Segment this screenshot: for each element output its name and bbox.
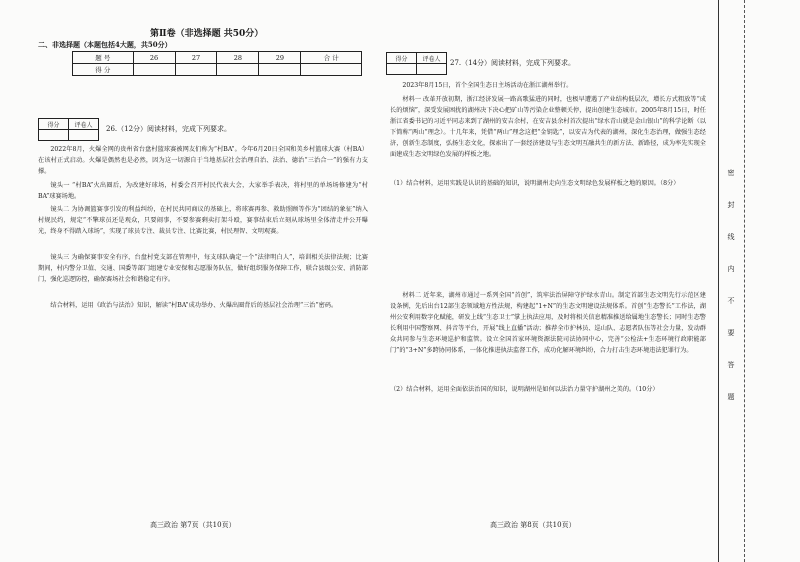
q26-prompt: 结合材料，运用《政治与法治》知识，解读“村BA”成功举办、火爆出圈背后的基层社会治理“三治”密码。 bbox=[50, 302, 338, 309]
grader-score-cell[interactable] bbox=[387, 64, 417, 75]
grader-box bbox=[386, 52, 447, 75]
answer-area-26[interactable] bbox=[38, 328, 350, 508]
q27-intro: 2023年8月15日，首个全国生态日主场活动在浙江湖州举行。 bbox=[402, 82, 573, 89]
grader-name-cell[interactable] bbox=[69, 130, 99, 141]
page-footer: 高三政治 第7页（共10页） bbox=[150, 521, 236, 529]
grader-score-label: 得分 bbox=[387, 53, 417, 64]
q26-paragraph: 2022年8月，火爆全网的贵州省台盘村篮球赛被网友们称为“村BA”。今年6月20日全国和美乡村篮球大赛（村BA）在该村正式启动。火爆是偶然也是必然，因为这一切源自于当地基层社会治理自治、法治、德治“三治合一”的强有力支撑。 bbox=[38, 146, 368, 175]
grader-name-label: 评卷人 bbox=[417, 53, 447, 64]
score-header-cell: 26 bbox=[133, 52, 175, 64]
score-header-cell: 28 bbox=[217, 52, 259, 64]
score-header-cell: 合 计 bbox=[301, 52, 362, 64]
seal-char: 答 bbox=[727, 361, 735, 369]
score-header-cell: 29 bbox=[259, 52, 301, 64]
material-1: 材料一 改革开放初期，浙江经济发展一路高歌猛进的同时，也极早遭遇了产业结构低层次，增长方式粗放等“成长的烦恼”，深受发展困扰的湖州决下决心把矿山等污染企业整顿关停，提出创建生态城市。2005年8月15日，时任浙江省委书记的习近平同志来到了湖州的安吉余村，在安吉县余村首次提出“绿水青山就是金山银山”的科学论断（以下简称“两山”理念）。十几年来，凭借“两山”理念这把“金钥匙”，以安吉为代表的湖州，深化生态治理，做强生态经济，创新生态制度，弘扬生态文化，探索出了一套经济建设与生态文明互融共生的新方法、新路径，成为率先实现全面建成生态文明绿色发展的样板之地。 bbox=[390, 96, 706, 158]
question-26-head: 26.（12分）阅读材料，完成下列要求。 bbox=[106, 125, 232, 133]
score-input-cell[interactable] bbox=[133, 64, 175, 76]
grader-score-label: 得分 bbox=[39, 119, 69, 130]
question-27-head: 27.（14分）阅读材料，完成下列要求。 bbox=[450, 59, 576, 67]
seal-char: 要 bbox=[727, 329, 735, 337]
q27-question-2: （2）结合材料，运用全面依法治国的知识，说明湖州是如何以法治力量守护湖州之美的。（10分） bbox=[390, 386, 659, 393]
section-title: 二、非选择题（本题包括4大题，共50分） bbox=[38, 40, 172, 49]
seal-char: 不 bbox=[727, 297, 735, 305]
score-table bbox=[72, 51, 362, 76]
page-8 bbox=[386, 18, 706, 538]
score-header-cell: 27 bbox=[175, 52, 217, 64]
score-header-cell: 题 号 bbox=[73, 52, 134, 64]
exam-part-title: 第Ⅱ卷（非选择题 共50分） bbox=[150, 29, 264, 39]
material-2: 材料二 近年来，湖州市通过一系列全国“首创”，筑牢法治屏障守护绿水青山。制定首部生态文明先行示范区建设条例，先后出台12部生态领域地方性法规，构建起“1+N”的生态文明建设法规体系。首创“生态警长”工作法，湖州公安利用数字化赋能，研发上线“生态卫士”掌上执法应用，及时将相关信息精准推送给属地生态警长；同时生态警长利用中国警察网、抖音等平台，开展“线上直播”活动；推荐全市护林员、巡山队、志愿者队伍等社会力量，发动群众共同参与生态环境巡护和监管。设立全国首家环境资源法院司法协同中心，完善“公检法+生态环境行政职能部门”的“3+N”多跨协同体系，一体化推进执法监督工作，成功化解环境纠纷，合力打击生态环境违法犯罪行为。 bbox=[390, 292, 706, 354]
q26-paragraph: 镜头二 为协调篮赛事引发的利益纠纷，在村民共同商议的基础上，将球赛再参、救助照顾等作为“团结的象征”纳入村规民约，规定“不擎球员还是观众，只要闹事，不要参赛剩卖打架斗殴，赛事结束后立刻从球场里全体清走并公开曝光，终身不得踏入球场”，实现了球员专注、裁员专注、比赛比赛，村民理智、文明观赛。 bbox=[38, 206, 368, 235]
seal-char: 内 bbox=[727, 265, 735, 273]
grader-name-label: 评卷人 bbox=[69, 119, 99, 130]
score-row-label: 得 分 bbox=[73, 64, 134, 76]
seal-line bbox=[729, 0, 745, 562]
score-input-cell[interactable] bbox=[175, 64, 217, 76]
answer-area-27-2[interactable] bbox=[392, 410, 704, 508]
q27-question-1: （1）结合材料，运用实践是认识的基础的知识，说明湖州走向生态文明绿色发展样板之地的原因。（8分） bbox=[390, 180, 680, 187]
score-input-cell[interactable] bbox=[259, 64, 301, 76]
answer-area-27-1[interactable] bbox=[392, 204, 704, 288]
score-input-cell[interactable] bbox=[301, 64, 362, 76]
seal-char: 密 bbox=[727, 169, 735, 177]
binding-strip bbox=[718, 0, 800, 562]
grader-name-cell[interactable] bbox=[417, 64, 447, 75]
grader-score-cell[interactable] bbox=[39, 130, 69, 141]
seal-char: 封 bbox=[727, 201, 735, 209]
seal-char: 题 bbox=[727, 393, 735, 401]
q26-paragraph: 镜头三 为确保赛事安全有序，台盘村党支部在管理中，每支球队确定一个“法律明白人”，培训相关法律法规；比赛期间，村内警分卫值、交通、国委等部门组建专业安保和志愿服务队伍，做好组织服务保障工作，联合县级公安、消防部门，强化巡逻防控，确保赛场社会和谐稳定有序。 bbox=[38, 254, 368, 283]
grader-box bbox=[38, 118, 99, 141]
page-7 bbox=[32, 18, 372, 538]
page-footer: 高三政治 第8页（共10页） bbox=[490, 521, 576, 529]
score-input-cell[interactable] bbox=[217, 64, 259, 76]
seal-char: 线 bbox=[727, 233, 735, 241]
q26-paragraph: 镜头一 “村BA”火出圈后，为改建好球场，村委会召开村民代表大会，大家举手表决，将村里的单场场修建为“村BA”球赛场地。 bbox=[38, 182, 368, 200]
